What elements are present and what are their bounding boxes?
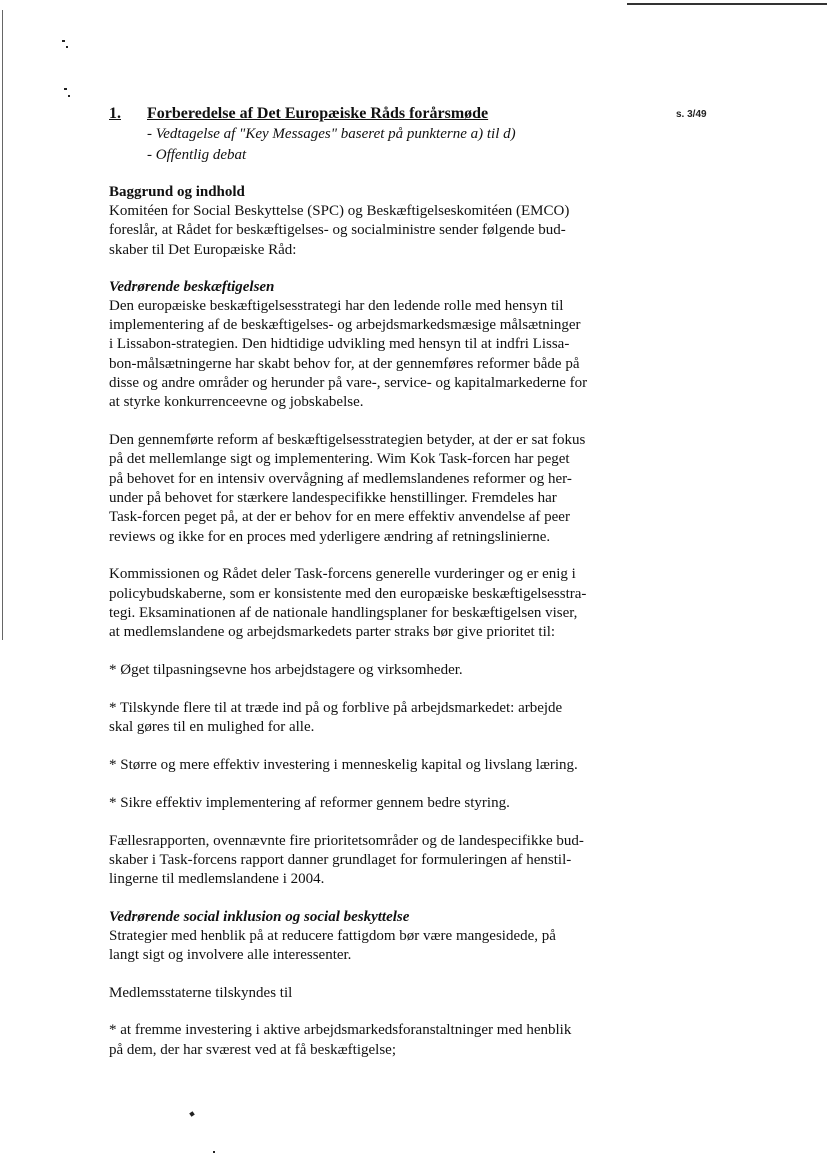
- background-paragraph: Komitéen for Social Beskyttelse (SPC) og Beskæftigelseskomitéen (EMCO) foreslår, at Rådet for beskæftigelses- og socialministre sender følgende bud- skaber til Det Europæiske Råd:: [109, 203, 570, 258]
- social-paragraph-1: Strategier med henblik på at reducere fattigdom bør være mangesidede, på langt sigt og involvere alle interessenter.: [109, 927, 556, 963]
- employment-paragraph-3: Kommissionen og Rådet deler Task-forcens generelle vurderinger og er enig i policybudskaberne, som er konsistente med den europæiske beskæftigelsesstra- tegi. Eksaminationen af de nationale handlingsplaner for beskæftigelsen viser, at medlemslandene og arbejdsmarkedets parter straks bør give prioritet til:: [109, 566, 587, 641]
- scan-speck: [189, 1111, 195, 1117]
- subsection-title-social: Vedrørende social inklusion og social beskyttelse: [109, 908, 410, 925]
- priority-bullet: * Tilskynde flere til at træde ind på og forblive på arbejdsmarkedet: arbejde skal gøres til en mulighed for alle.: [109, 699, 563, 736]
- scan-speck: [64, 88, 67, 90]
- scan-speck: [68, 95, 70, 97]
- agenda-number: 1.: [109, 105, 121, 122]
- priority-bullet: * Sikre effektiv implementering af reformer gennem bedre styring.: [109, 794, 510, 811]
- agenda-subitems: [147, 124, 649, 165]
- document-body: [109, 104, 649, 1060]
- social-paragraph-2: Medlemsstaterne tilskyndes til: [109, 984, 293, 1001]
- page-number: s. 3/49: [676, 109, 707, 120]
- scan-edge-line: [627, 3, 827, 5]
- priority-bullet: * Øget tilpasningsevne hos arbejdstagere og virksomheder.: [109, 662, 463, 679]
- agenda-heading: [109, 104, 649, 124]
- subsection-title-employment: Vedrørende beskæftigelsen: [109, 278, 275, 295]
- scan-speck: [213, 1151, 215, 1153]
- section-title-background: Baggrund og indhold: [109, 184, 245, 200]
- priority-bullet: * Større og mere effektiv investering i menneskelig kapital og livslang læring.: [109, 757, 578, 774]
- scan-speck: [62, 40, 65, 42]
- agenda-subitem: - Offentlig debat: [147, 146, 247, 163]
- agenda-title: Forberedelse af Det Europæiske Råds forårsmøde: [147, 105, 489, 122]
- employment-paragraph-4: Fællesrapporten, ovennævnte fire prioritetsområder og de landespecifikke bud- skaber i Task-forcens rapport danner grundlaget for formuleringen af henstil- lingerne til medlemslandene i 2004.: [109, 832, 584, 888]
- employment-paragraph-1: Den europæiske beskæftigelsesstrategi har den ledende rolle med hensyn til implementering af de beskæftigelses- og arbejdsmarkedsmæsige målsætninger i Lissabon-strategien. Den hidtidige udvikling med hensyn til at indfri Lissa- bon-målsætningerne har skabt behov for, at der gennemføres reformer både på disse og andre områder og herunder på vare-, service- og kapitalmarkederne for at styrke konkurrenceevne og jobskabelse.: [109, 297, 588, 411]
- scan-speck: [66, 46, 68, 48]
- social-bullet: * at fremme investering i aktive arbejdsmarkedsforanstaltninger med henblik på dem, der har sværest ved at få beskæftigelse;: [109, 1022, 572, 1058]
- agenda-subitem: - Vedtagelse af "Key Messages" baseret på punkterne a) til d): [147, 126, 516, 142]
- employment-paragraph-2: Den gennemførte reform af beskæftigelsesstrategien betyder, at der er sat fokus på det mellemlange sigt og implementering. Wim Kok Task-forcen har peget på behovet for en intensiv overvågning af medlemslandenes reformer og her- under på behovet for stærkere landespecifikke henstillinger. Fremdeles har Task-forcen peget på, at der er behov for en mere effektiv anvendelse af peer reviews og ikke for en proces med yderligere ændring af retningslinierne.: [109, 432, 586, 545]
- scan-margin-line: [2, 10, 3, 640]
